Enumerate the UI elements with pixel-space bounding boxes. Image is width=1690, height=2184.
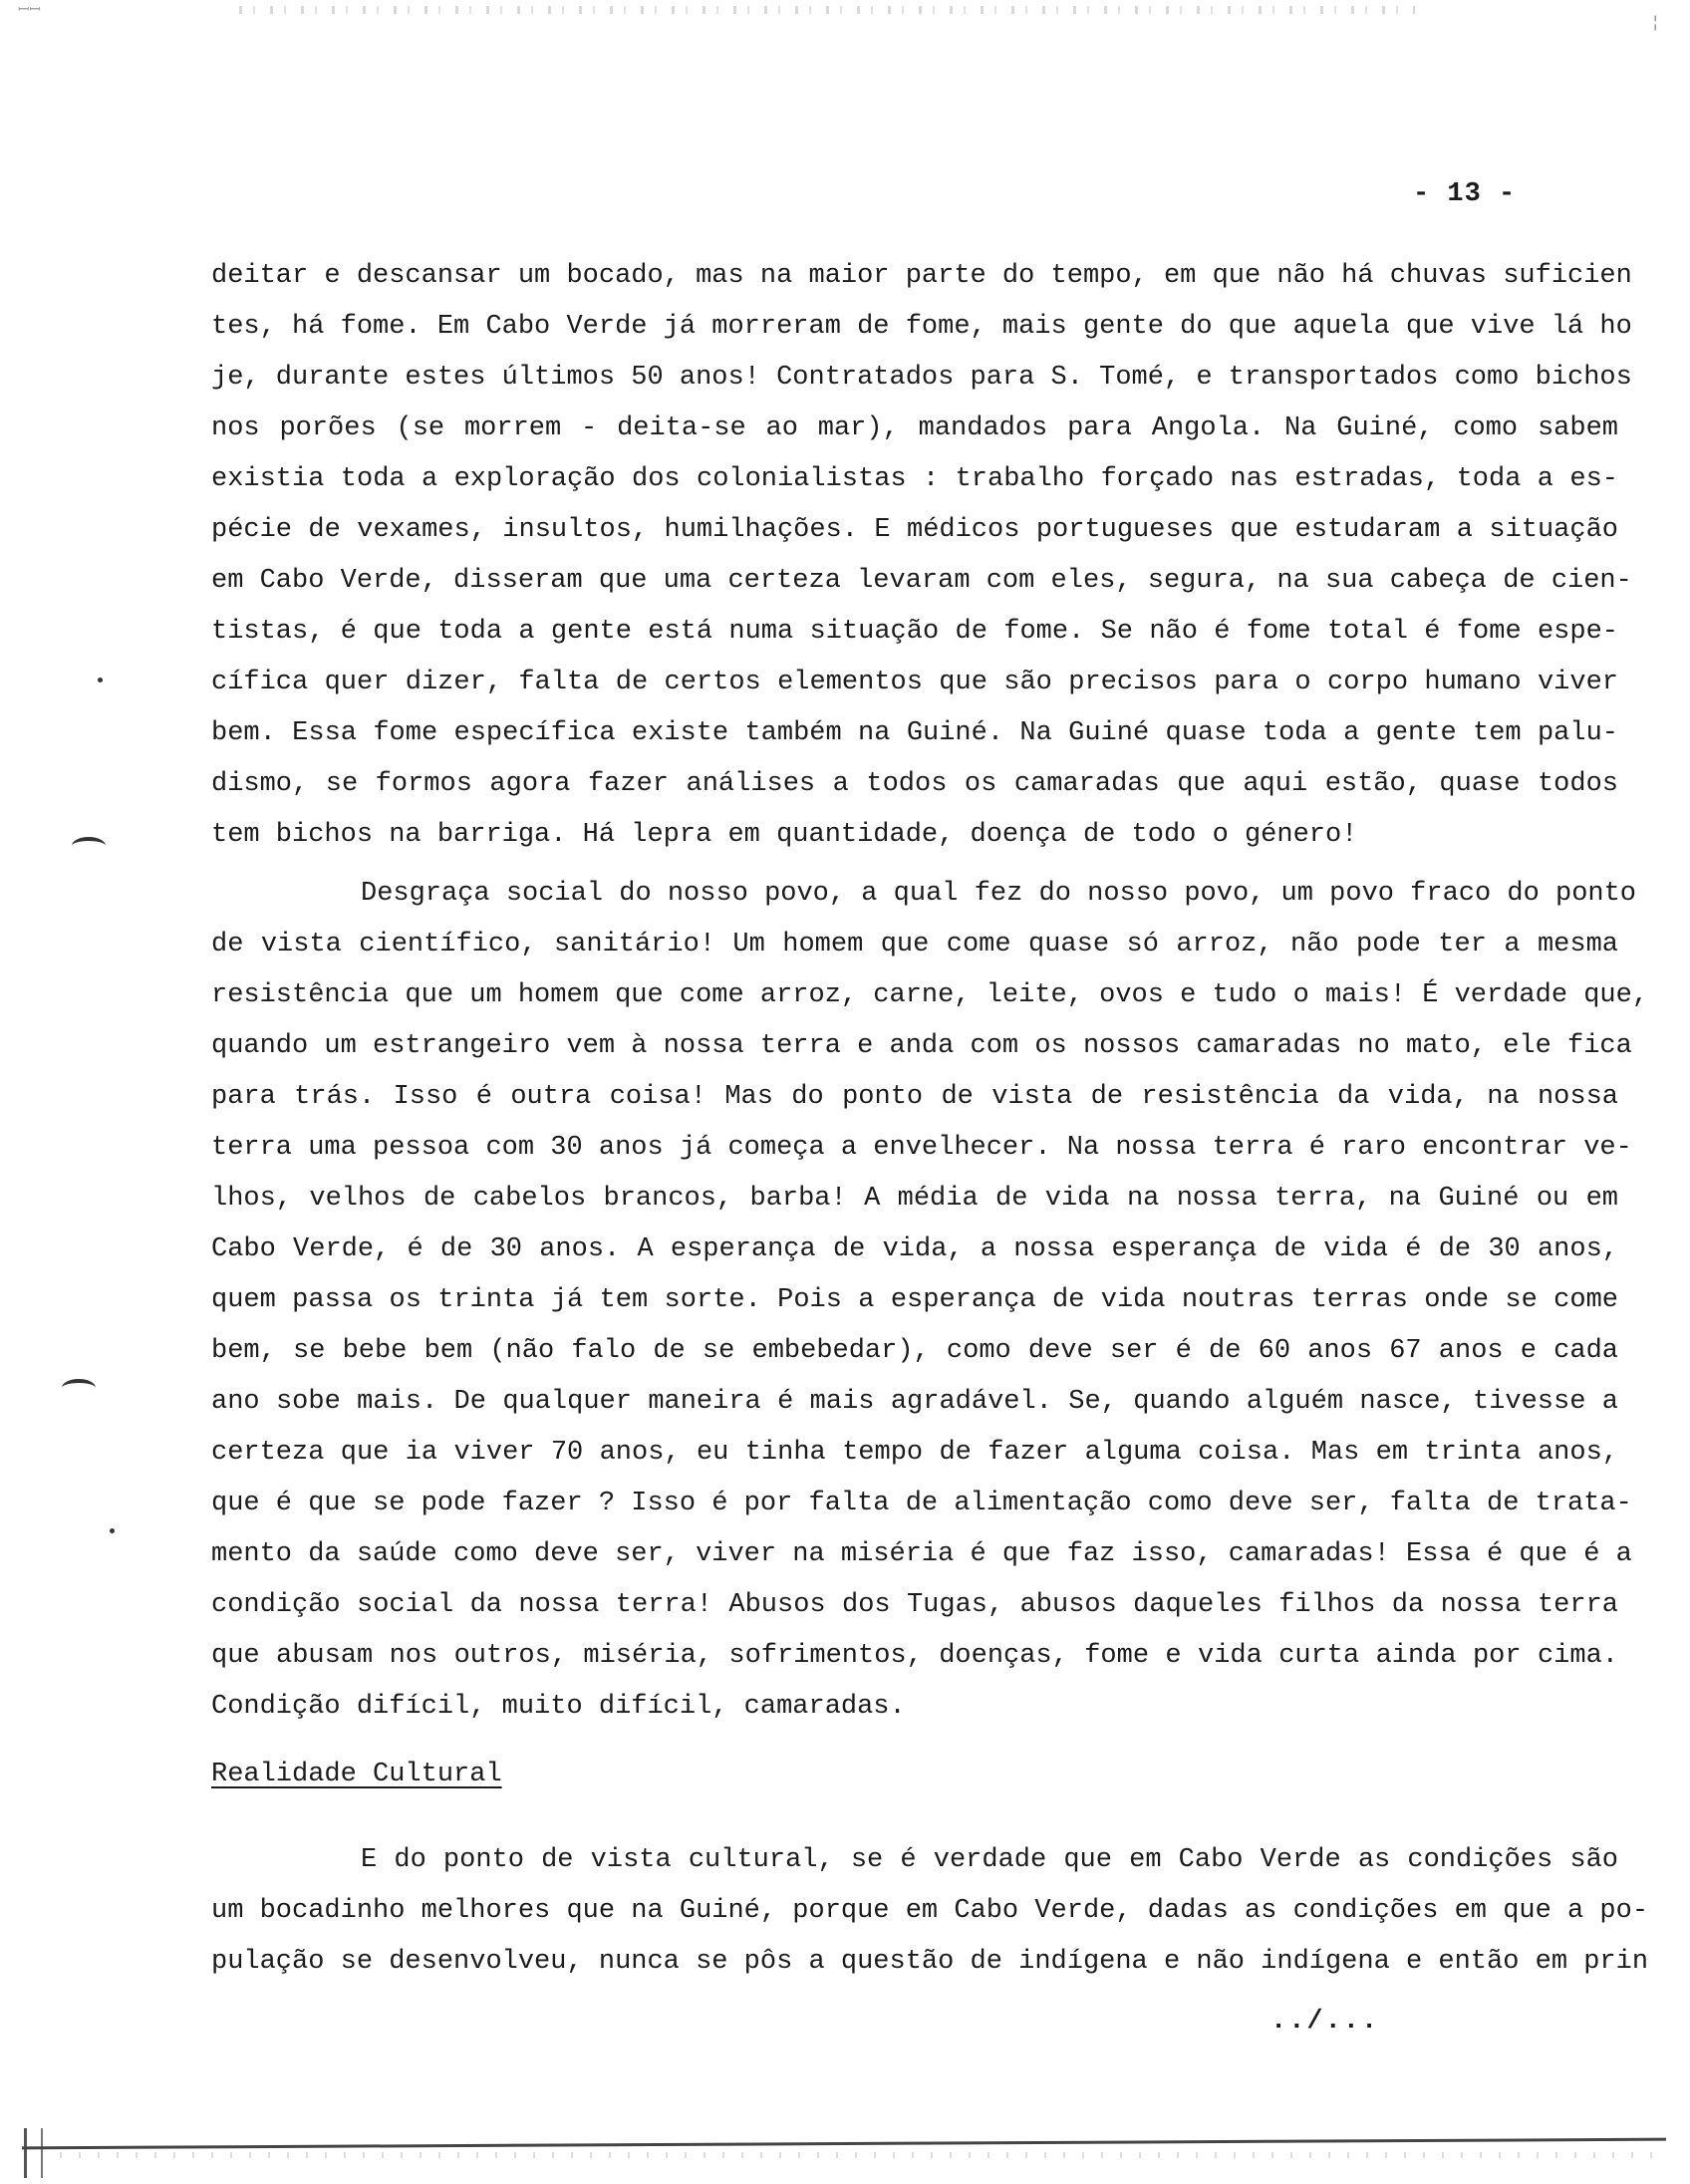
text-line: Cabo Verde, é de 30 anos. A esperança de vida, a nossa esperança de vida é de 30 anos, — [211, 1234, 1618, 1264]
text-line: mento da saúde como deve ser, viver na miséria é que faz isso, camaradas! Essa é que é a — [211, 1539, 1632, 1569]
text-line: que é que se pode fazer ? Isso é por falta de alimentação como deve ser, falta de trata- — [211, 1489, 1632, 1518]
text-line: bem. Essa fome específica existe também na Guiné. Na Guiné quase toda a gente tem palu- — [211, 718, 1618, 748]
text-line: deitar e descansar um bocado, mas na maior parte do tempo, em que não há chuvas suficien — [211, 261, 1632, 291]
text-line: tem bichos na barriga. Há lepra em quantidade, doença de todo o género! — [211, 820, 1358, 850]
scan-dot — [98, 678, 103, 682]
section-heading: Realidade Cultural — [211, 1760, 502, 1789]
text-line: que abusam nos outros, miséria, sofrimentos, doenças, fome e vida curta ainda por cima. — [211, 1641, 1618, 1671]
paragraph-2 — [211, 869, 1649, 1733]
text-line: E do ponto de vista cultural, se é verdade que em Cabo Verde as condições são — [361, 1845, 1618, 1875]
paragraph-3 — [211, 1835, 1649, 1988]
text-line: bem, se bebe bem (não falo de se embebedar), como deve ser é de 60 anos 67 anos e cada — [211, 1336, 1618, 1366]
scan-bottom-noise — [60, 2152, 1654, 2158]
text-line: para trás. Isso é outra coisa! Mas do ponto de vista de resistência da vida, na nossa — [211, 1082, 1618, 1112]
text-line: ano sobe mais. De qualquer maneira é mais agradável. Se, quando alguém nasce, tivesse a — [211, 1387, 1618, 1417]
page-number: - 13 - — [1413, 179, 1517, 209]
continuation-mark: ../... — [1270, 2007, 1380, 2037]
text-line: existia toda a exploração dos colonialistas : trabalho forçado nas estradas, toda a es- — [211, 464, 1618, 494]
text-line: dismo, se formos agora fazer análises a todos os camaradas que aqui estão, quase todos — [211, 769, 1618, 799]
text-line: Condição difícil, muito difícil, camaradas. — [211, 1692, 906, 1722]
text-line: tes, há fome. Em Cabo Verde já morreram de fome, mais gente do que aquela que vive lá ho — [211, 312, 1632, 342]
scan-corner-mark: ꟷꟷ — [18, 3, 41, 19]
text-line: terra uma pessoa com 30 anos já começa a envelhecer. Na nossa terra é raro encontrar ve- — [211, 1133, 1632, 1163]
scan-right-mark: ¦ — [1650, 14, 1660, 32]
text-line: lhos, velhos de cabelos brancos, barba! A média de vida na nossa terra, na Guiné ou em — [211, 1184, 1618, 1214]
text-line: condição social da nossa terra! Abusos dos Tugas, abusos daqueles filhos da nossa terra — [211, 1590, 1618, 1620]
text-line: de vista científico, sanitário! Um homem que come quase só arroz, não pode ter a mesma — [211, 930, 1618, 959]
text-line: pulação se desenvolveu, nunca se pôs a questão de indígena e não indígena e então em prin — [211, 1947, 1649, 1977]
paragraph-1 — [211, 251, 1632, 861]
text-line: Desgraça social do nosso povo, a qual fez do nosso povo, um povo fraco do ponto — [361, 879, 1637, 909]
text-line: quem passa os trinta já tem sorte. Pois a esperança de vida noutras terras onde se come — [211, 1285, 1618, 1315]
text-line: quando um estrangeiro vem à nossa terra e anda com os nossos camaradas no mato, ele fica — [211, 1031, 1632, 1061]
text-line: pécie de vexames, insultos, humilhações. E médicos portugueses que estudaram a situação — [211, 515, 1618, 545]
scan-dot — [110, 1528, 115, 1533]
text-line: resistência que um homem que come arroz, carne, leite, ovos e tudo o mais! É verdade que, — [211, 980, 1649, 1010]
text-line: cífica quer dizer, falta de certos elementos que são precisos para o corpo humano viver — [211, 668, 1618, 697]
scan-edge-bars — [24, 2128, 43, 2178]
text-line: um bocadinho melhores que na Guiné, porque em Cabo Verde, dadas as condições em que a po- — [211, 1896, 1649, 1926]
text-line: je, durante estes últimos 50 anos! Contratados para S. Tomé, e transportados como bichos — [211, 363, 1632, 393]
text-line: tistas, é que toda a gente está numa situação de fome. Se não é fome total é fome espe- — [211, 617, 1618, 647]
text-line: certeza que ia viver 70 anos, eu tinha tempo de fazer alguma coisa. Mas em trinta anos, — [211, 1438, 1618, 1468]
body-text-block — [211, 251, 1649, 1733]
scan-bottom-rule — [22, 2138, 1666, 2150]
scan-top-noise — [239, 6, 1415, 14]
text-line: em Cabo Verde, disseram que uma certeza levaram com eles, segura, na sua cabeça de cien- — [211, 566, 1632, 596]
punch-hole-mark — [62, 1379, 96, 1397]
text-line: nos porões (se morrem - deita-se ao mar), mandados para Angola. Na Guiné, como sabem — [211, 413, 1618, 443]
punch-hole-mark — [72, 837, 106, 855]
